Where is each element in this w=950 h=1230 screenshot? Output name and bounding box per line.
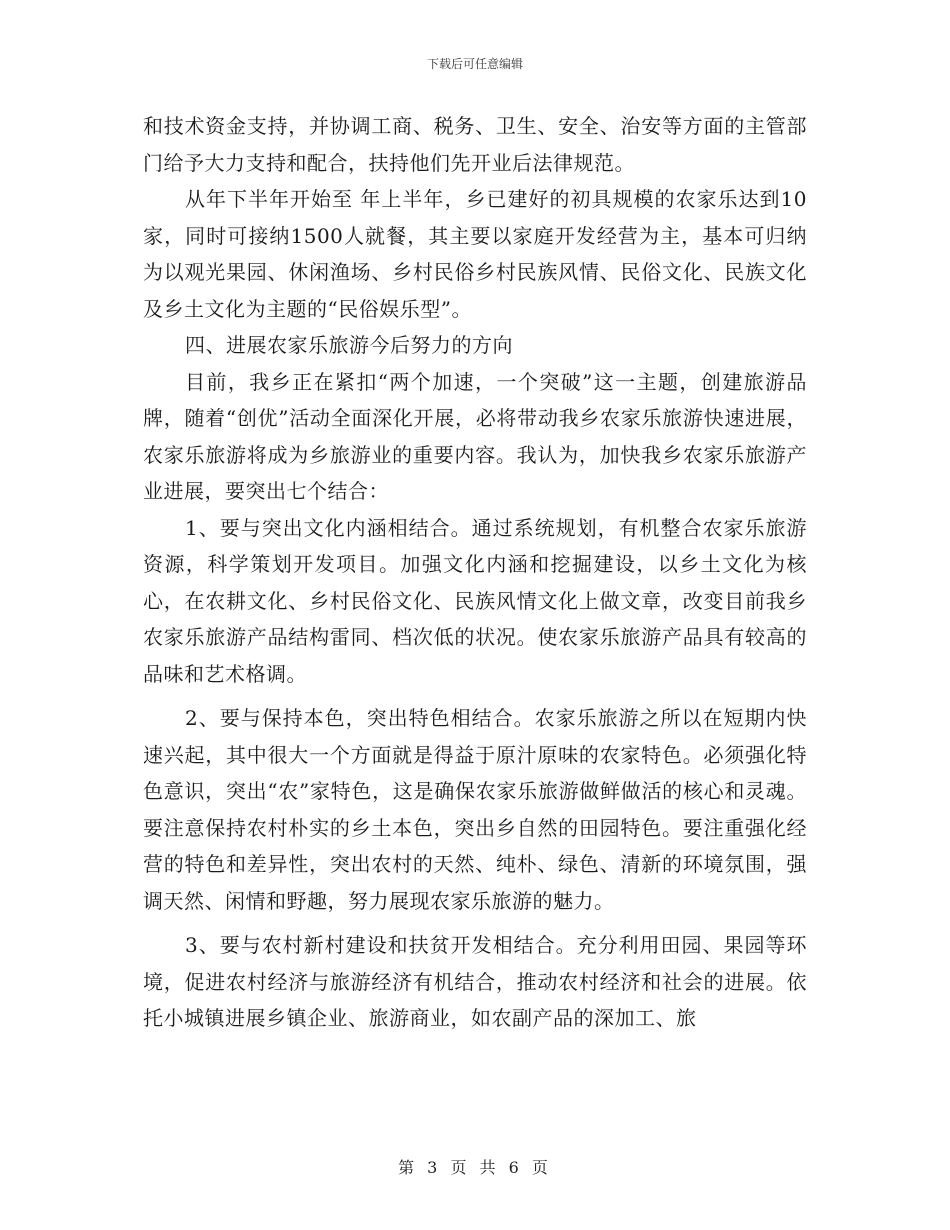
- document-body: [143, 108, 807, 1037]
- page-header: 下载后可任意编辑: [426, 57, 523, 71]
- paragraph-point-3: 3、要与农村新村建设和扶贫开发相结合。充分利用田园、果园等环境，促进农村经济与旅游经济有机结合，推动农村经济和社会的进展。依托小城镇进展乡镇企业、旅游商业，如农副产品的深加工、旅: [143, 933, 807, 1030]
- paragraph-intro: 目前，我乡正在紧扣“两个加速，一个突破”这一主题，创建旅游品牌，随着“创优”活动全面深化开展，必将带动我乡农家乐旅游快速进展，农家乐旅游将成为乡旅游业的重要内容。我认为，加快我乡农家乐旅游产业进展，要突出七个结合：: [143, 369, 807, 503]
- paragraph-statistics: 从年下半年开始至 年上半年，乡已建好的初具规模的农家乐达到10家，同时可接纳1500人就餐，其主要以家庭开发经营为主，基本可归纳为以观光果园、休闲渔场、乡村民俗乡村民族风情、民俗文化、民族文化及乡土文化为主题的“民俗娱乐型”。: [143, 187, 807, 321]
- paragraph-point-1: 1、要与突出文化内涵相结合。通过系统规划，有机整合农家乐旅游资源，科学策划开发项目。加强文化内涵和挖掘建设，以乡土文化为核心，在农耕文化、乡村民俗文化、民族风情文化上做文章，改变目前我乡农家乐旅游产品结构雷同、档次低的状况。使农家乐旅游产品具有较高的品味和艺术格调。: [143, 515, 807, 686]
- section-heading: 四、进展农家乐旅游今后努力的方向: [185, 333, 513, 357]
- page-number: 第 3 页 共 6 页: [398, 1158, 552, 1177]
- paragraph-point-2: 2、要与保持本色，突出特色相结合。农家乐旅游之所以在短期内快速兴起，其中很大一个方面就是得益于原汁原味的农家特色。必须强化特色意识，突出“农”家特色，这是确保农家乐旅游做鲜做活的核心和灵魂。要注意保持农村朴实的乡土本色，突出乡自然的田园特色。要注重强化经营的特色和差异性，突出农村的天然、纯朴、绿色、清新的环境氛围，强调天然、闲情和野趣，努力展现农家乐旅游的魅力。: [143, 706, 807, 913]
- paragraph-continuation: 和技术资金支持，并协调工商、税务、卫生、安全、治安等方面的主管部门给予大力支持和配合，扶持他们先开业后法律规范。: [143, 114, 807, 175]
